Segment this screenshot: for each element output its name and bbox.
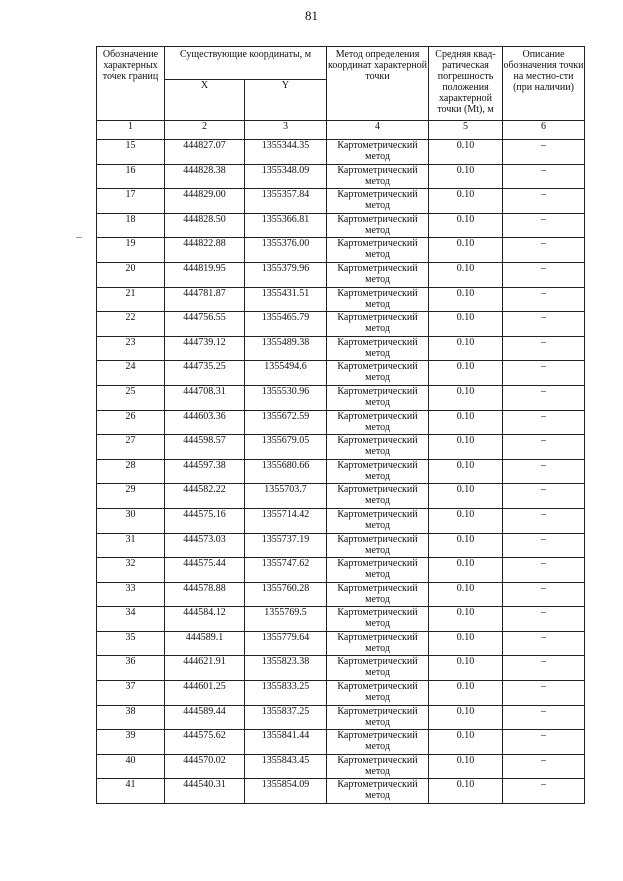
- method-cell: Картометрический метод: [327, 631, 429, 656]
- point-cell: 19: [97, 238, 165, 263]
- y-coordinate-cell: 1355672.59: [245, 410, 327, 435]
- y-coordinate-cell: 1355344.35: [245, 140, 327, 165]
- description-cell: –: [503, 533, 585, 558]
- method-cell: Картометрический метод: [327, 435, 429, 460]
- error-cell: 0.10: [429, 558, 503, 583]
- y-coordinate-cell: 1355841.44: [245, 730, 327, 755]
- x-coordinate-cell: 444597.38: [165, 459, 245, 484]
- point-cell: 21: [97, 287, 165, 312]
- x-coordinate-cell: 444603.36: [165, 410, 245, 435]
- x-coordinate-cell: 444781.87: [165, 287, 245, 312]
- error-cell: 0.10: [429, 262, 503, 287]
- method-cell: Картометрический метод: [327, 582, 429, 607]
- x-coordinate-cell: 444756.55: [165, 312, 245, 337]
- table-row: [97, 287, 585, 312]
- y-coordinate-cell: 1355703.7: [245, 484, 327, 509]
- table-row: [97, 754, 585, 779]
- error-cell: 0.10: [429, 287, 503, 312]
- y-coordinate-cell: 1355680.66: [245, 459, 327, 484]
- table-row: [97, 656, 585, 681]
- x-coordinate-cell: 444582.22: [165, 484, 245, 509]
- description-cell: –: [503, 336, 585, 361]
- table-row: [97, 459, 585, 484]
- description-cell: –: [503, 558, 585, 583]
- table-row: [97, 435, 585, 460]
- y-coordinate-cell: 1355747.62: [245, 558, 327, 583]
- method-cell: Картометрический метод: [327, 336, 429, 361]
- point-cell: 23: [97, 336, 165, 361]
- method-cell: Картометрический метод: [327, 140, 429, 165]
- point-cell: 27: [97, 435, 165, 460]
- x-coordinate-cell: 444578.88: [165, 582, 245, 607]
- point-cell: 22: [97, 312, 165, 337]
- error-cell: 0.10: [429, 607, 503, 632]
- error-cell: 0.10: [429, 312, 503, 337]
- table-row: [97, 558, 585, 583]
- table-row: [97, 730, 585, 755]
- point-cell: 24: [97, 361, 165, 386]
- x-coordinate-cell: 444598.57: [165, 435, 245, 460]
- description-cell: –: [503, 189, 585, 214]
- header-row: [97, 47, 585, 80]
- x-coordinate-cell: 444828.50: [165, 213, 245, 238]
- description-cell: –: [503, 361, 585, 386]
- y-coordinate-cell: 1355348.09: [245, 164, 327, 189]
- x-coordinate-cell: 444589.44: [165, 705, 245, 730]
- table-row: [97, 164, 585, 189]
- point-cell: 18: [97, 213, 165, 238]
- y-coordinate-cell: 1355357.84: [245, 189, 327, 214]
- table-row: [97, 631, 585, 656]
- point-cell: 31: [97, 533, 165, 558]
- header-method: Метод определения координат характерной точки: [327, 47, 429, 121]
- method-cell: Картометрический метод: [327, 361, 429, 386]
- column-numbers-row: [97, 121, 585, 140]
- header-error: Средняя квад-ратическая погрешность положения характерной точки (Mt), м: [429, 47, 503, 121]
- y-coordinate-cell: 1355843.45: [245, 754, 327, 779]
- x-coordinate-cell: 444573.03: [165, 533, 245, 558]
- error-cell: 0.10: [429, 508, 503, 533]
- error-cell: 0.10: [429, 213, 503, 238]
- table-row: [97, 336, 585, 361]
- method-cell: Картометрический метод: [327, 656, 429, 681]
- x-coordinate-cell: 444708.31: [165, 385, 245, 410]
- point-cell: 16: [97, 164, 165, 189]
- x-coordinate-cell: 444589.1: [165, 631, 245, 656]
- y-coordinate-cell: 1355376.00: [245, 238, 327, 263]
- error-cell: 0.10: [429, 779, 503, 804]
- description-cell: –: [503, 459, 585, 484]
- y-coordinate-cell: 1355737.19: [245, 533, 327, 558]
- y-coordinate-cell: 1355769.5: [245, 607, 327, 632]
- y-coordinate-cell: 1355530.96: [245, 385, 327, 410]
- x-coordinate-cell: 444822.88: [165, 238, 245, 263]
- method-cell: Картометрический метод: [327, 287, 429, 312]
- y-coordinate-cell: 1355833.25: [245, 681, 327, 706]
- table-row: [97, 189, 585, 214]
- method-cell: Картометрический метод: [327, 754, 429, 779]
- description-cell: –: [503, 754, 585, 779]
- method-cell: Картометрический метод: [327, 213, 429, 238]
- x-coordinate-cell: 444575.44: [165, 558, 245, 583]
- y-coordinate-cell: 1355760.28: [245, 582, 327, 607]
- error-cell: 0.10: [429, 705, 503, 730]
- column-number: 1: [97, 121, 165, 140]
- table-row: [97, 385, 585, 410]
- description-cell: –: [503, 140, 585, 165]
- method-cell: Картометрический метод: [327, 459, 429, 484]
- table-row: [97, 238, 585, 263]
- x-coordinate-cell: 444601.25: [165, 681, 245, 706]
- table-row: [97, 410, 585, 435]
- method-cell: Картометрический метод: [327, 681, 429, 706]
- x-coordinate-cell: 444575.62: [165, 730, 245, 755]
- x-coordinate-cell: 444575.16: [165, 508, 245, 533]
- point-cell: 28: [97, 459, 165, 484]
- description-cell: –: [503, 681, 585, 706]
- description-cell: –: [503, 385, 585, 410]
- y-coordinate-cell: 1355679.05: [245, 435, 327, 460]
- table-row: [97, 508, 585, 533]
- method-cell: Картометрический метод: [327, 533, 429, 558]
- method-cell: Картометрический метод: [327, 779, 429, 804]
- method-cell: Картометрический метод: [327, 607, 429, 632]
- method-cell: Картометрический метод: [327, 385, 429, 410]
- x-coordinate-cell: 444584.12: [165, 607, 245, 632]
- x-coordinate-cell: 444819.95: [165, 262, 245, 287]
- point-cell: 15: [97, 140, 165, 165]
- table-row: [97, 213, 585, 238]
- point-cell: 41: [97, 779, 165, 804]
- x-coordinate-cell: 444621.91: [165, 656, 245, 681]
- description-cell: –: [503, 287, 585, 312]
- y-coordinate-cell: 1355494.6: [245, 361, 327, 386]
- table-row: [97, 140, 585, 165]
- y-coordinate-cell: 1355714.42: [245, 508, 327, 533]
- point-cell: 40: [97, 754, 165, 779]
- error-cell: 0.10: [429, 385, 503, 410]
- method-cell: Картометрический метод: [327, 164, 429, 189]
- point-cell: 20: [97, 262, 165, 287]
- column-number: 4: [327, 121, 429, 140]
- method-cell: Картометрический метод: [327, 730, 429, 755]
- method-cell: Картометрический метод: [327, 558, 429, 583]
- table-row: [97, 705, 585, 730]
- point-cell: 33: [97, 582, 165, 607]
- point-cell: 26: [97, 410, 165, 435]
- column-number: 2: [165, 121, 245, 140]
- description-cell: –: [503, 582, 585, 607]
- table-row: [97, 582, 585, 607]
- error-cell: 0.10: [429, 484, 503, 509]
- error-cell: 0.10: [429, 533, 503, 558]
- error-cell: 0.10: [429, 140, 503, 165]
- x-coordinate-cell: 444829.00: [165, 189, 245, 214]
- error-cell: 0.10: [429, 238, 503, 263]
- y-coordinate-cell: 1355366.81: [245, 213, 327, 238]
- method-cell: Картометрический метод: [327, 189, 429, 214]
- header-coordinates: Существующие координаты, м: [165, 47, 327, 80]
- description-cell: –: [503, 631, 585, 656]
- column-number: 5: [429, 121, 503, 140]
- point-cell: 25: [97, 385, 165, 410]
- method-cell: Картометрический метод: [327, 312, 429, 337]
- description-cell: –: [503, 730, 585, 755]
- description-cell: –: [503, 435, 585, 460]
- point-cell: 38: [97, 705, 165, 730]
- column-number: 6: [503, 121, 585, 140]
- error-cell: 0.10: [429, 754, 503, 779]
- error-cell: 0.10: [429, 631, 503, 656]
- table-row: [97, 361, 585, 386]
- description-cell: –: [503, 779, 585, 804]
- error-cell: 0.10: [429, 681, 503, 706]
- table-row: [97, 484, 585, 509]
- x-coordinate-cell: 444570.02: [165, 754, 245, 779]
- error-cell: 0.10: [429, 189, 503, 214]
- x-coordinate-cell: 444827.07: [165, 140, 245, 165]
- description-cell: –: [503, 484, 585, 509]
- description-cell: –: [503, 312, 585, 337]
- error-cell: 0.10: [429, 459, 503, 484]
- page-number: 81: [305, 8, 318, 23]
- table-row: [97, 312, 585, 337]
- description-cell: –: [503, 656, 585, 681]
- point-cell: 37: [97, 681, 165, 706]
- header-x: X: [165, 80, 245, 121]
- error-cell: 0.10: [429, 435, 503, 460]
- margin-mark: [76, 237, 82, 238]
- description-cell: –: [503, 607, 585, 632]
- table-row: [97, 262, 585, 287]
- method-cell: Картометрический метод: [327, 262, 429, 287]
- method-cell: Картометрический метод: [327, 508, 429, 533]
- table-row: [97, 779, 585, 804]
- x-coordinate-cell: 444739.12: [165, 336, 245, 361]
- coordinates-table: [96, 46, 585, 804]
- method-cell: Картометрический метод: [327, 410, 429, 435]
- method-cell: Картометрический метод: [327, 238, 429, 263]
- error-cell: 0.10: [429, 410, 503, 435]
- point-cell: 39: [97, 730, 165, 755]
- error-cell: 0.10: [429, 656, 503, 681]
- error-cell: 0.10: [429, 582, 503, 607]
- point-cell: 32: [97, 558, 165, 583]
- header-description: Описание обозначения точки на местно-сти (при наличии): [503, 47, 585, 121]
- table-row: [97, 607, 585, 632]
- description-cell: –: [503, 164, 585, 189]
- point-cell: 35: [97, 631, 165, 656]
- description-cell: –: [503, 262, 585, 287]
- y-coordinate-cell: 1355779.64: [245, 631, 327, 656]
- point-cell: 34: [97, 607, 165, 632]
- y-coordinate-cell: 1355465.79: [245, 312, 327, 337]
- description-cell: –: [503, 238, 585, 263]
- point-cell: 29: [97, 484, 165, 509]
- table-body: [97, 140, 585, 804]
- y-coordinate-cell: 1355431.51: [245, 287, 327, 312]
- y-coordinate-cell: 1355854.09: [245, 779, 327, 804]
- x-coordinate-cell: 444828.38: [165, 164, 245, 189]
- point-cell: 30: [97, 508, 165, 533]
- column-number: 3: [245, 121, 327, 140]
- x-coordinate-cell: 444735.25: [165, 361, 245, 386]
- error-cell: 0.10: [429, 336, 503, 361]
- table-row: [97, 681, 585, 706]
- error-cell: 0.10: [429, 361, 503, 386]
- description-cell: –: [503, 508, 585, 533]
- description-cell: –: [503, 213, 585, 238]
- y-coordinate-cell: 1355489.38: [245, 336, 327, 361]
- header-point: Обозначение характерных точек границ: [97, 47, 165, 121]
- table-row: [97, 533, 585, 558]
- point-cell: 17: [97, 189, 165, 214]
- method-cell: Картометрический метод: [327, 484, 429, 509]
- header-y: Y: [245, 80, 327, 121]
- description-cell: –: [503, 705, 585, 730]
- point-cell: 36: [97, 656, 165, 681]
- description-cell: –: [503, 410, 585, 435]
- method-cell: Картометрический метод: [327, 705, 429, 730]
- x-coordinate-cell: 444540.31: [165, 779, 245, 804]
- error-cell: 0.10: [429, 164, 503, 189]
- y-coordinate-cell: 1355379.96: [245, 262, 327, 287]
- y-coordinate-cell: 1355837.25: [245, 705, 327, 730]
- y-coordinate-cell: 1355823.38: [245, 656, 327, 681]
- error-cell: 0.10: [429, 730, 503, 755]
